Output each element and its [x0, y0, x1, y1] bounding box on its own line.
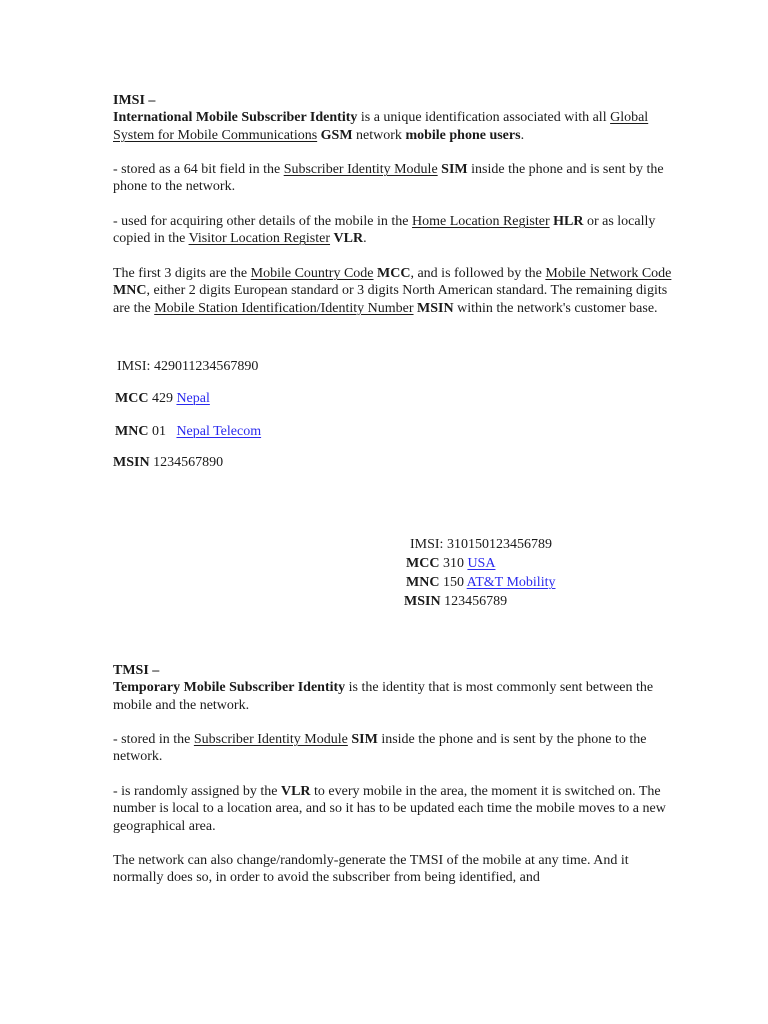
nepal-msin-row: MSIN 1234567890 [113, 455, 224, 470]
imsi-term: International Mobile Subscriber Identity [113, 110, 358, 126]
usa-operator-link[interactable]: AT&T Mobility [466, 575, 556, 590]
msin-link[interactable]: Mobile Station Identification/Identity Number [154, 300, 414, 316]
imsi-stored-paragraph: - stored as a 64 bit field in the Subscriber Identity Module SIM inside the phone and is sent by the phone to the network. [113, 162, 664, 195]
sim-abbr: SIM [441, 162, 468, 177]
imsi-heading: IMSI – [113, 93, 156, 108]
tmsi-network-paragraph: The network can also change/randomly-generate the TMSI of the mobile at any time. And it normally does so, in order to avoid the subscriber from being identified, and [113, 853, 629, 886]
tmsi-vlr-abbr: VLR [280, 784, 311, 799]
imsi-intro-block [113, 92, 673, 144]
nepal-imsi-value: IMSI: 429011234567890 [117, 359, 259, 374]
usa-msin-row: MSIN 123456789 [404, 594, 508, 609]
msin-abbr: MSIN [417, 300, 454, 316]
vlr-link[interactable]: Visitor Location Register [188, 231, 331, 247]
mnc-abbr: MNC [113, 283, 147, 299]
mobile-users-term: mobile phone users [405, 127, 521, 143]
tmsi-sim-link[interactable]: Subscriber Identity Module [193, 732, 348, 747]
nepal-mcc-row: MCC 429 Nepal [115, 391, 210, 406]
tmsi-sim-abbr: SIM [351, 732, 378, 747]
imsi-digits-paragraph: The first 3 digits are the Mobile Country Code MCC, and is followed by the Mobile Network Code MNC, either 2 digits European standard or 3 digits North American standard. The remaining digits are the Mobile Station Identification/Identity Number MSIN within the network's customer base. [113, 266, 672, 316]
mcc-abbr: MCC [377, 266, 411, 281]
gsm-link[interactable]: Global System for Mobile Communications [113, 110, 649, 143]
usa-country-link[interactable]: USA [467, 556, 496, 571]
usa-mcc-row: MCC 310 USA [406, 556, 496, 571]
tmsi-stored-paragraph: - stored in the Subscriber Identity Module SIM inside the phone and is sent by the phone to the network. [113, 732, 647, 765]
vlr-abbr: VLR [333, 231, 364, 247]
nepal-country-link[interactable]: Nepal [176, 391, 210, 406]
tmsi-assigned-paragraph: - is randomly assigned by the VLR to every mobile in the area, the moment it is switched on. The number is local to a location area, and so it has to be updated each time the mobile moves to a new geographical area. [113, 784, 666, 834]
nepal-operator-link[interactable]: Nepal Telecom [176, 424, 262, 439]
mcc-link[interactable]: Mobile Country Code [250, 266, 374, 281]
nepal-mnc-row: MNC 01 Nepal Telecom [115, 424, 262, 439]
mnc-link[interactable]: Mobile Network Code [545, 266, 672, 281]
tmsi-intro-block [113, 662, 673, 714]
tmsi-term: Temporary Mobile Subscriber Identity [113, 680, 346, 696]
usa-mnc-row: MNC 150 AT&T Mobility [406, 575, 556, 590]
usa-imsi-value: IMSI: 310150123456789 [410, 537, 552, 552]
imsi-intro-paragraph: International Mobile Subscriber Identity is a unique identification associated with all Global System for Mobile Communications GSM network mobile phone users. [113, 110, 649, 143]
gsm-abbr: GSM [320, 127, 353, 143]
tmsi-heading: TMSI – [113, 663, 160, 678]
sim-link[interactable]: Subscriber Identity Module [283, 162, 438, 177]
hlr-abbr: HLR [553, 214, 584, 229]
imsi-used-paragraph: - used for acquiring other details of the mobile in the Home Location Register HLR or as locally copied in the Visitor Location Register VLR. [113, 214, 656, 247]
hlr-link[interactable]: Home Location Register [411, 214, 550, 229]
tmsi-intro-paragraph: Temporary Mobile Subscriber Identity is the identity that is most commonly sent between the mobile and the network. [113, 680, 654, 713]
